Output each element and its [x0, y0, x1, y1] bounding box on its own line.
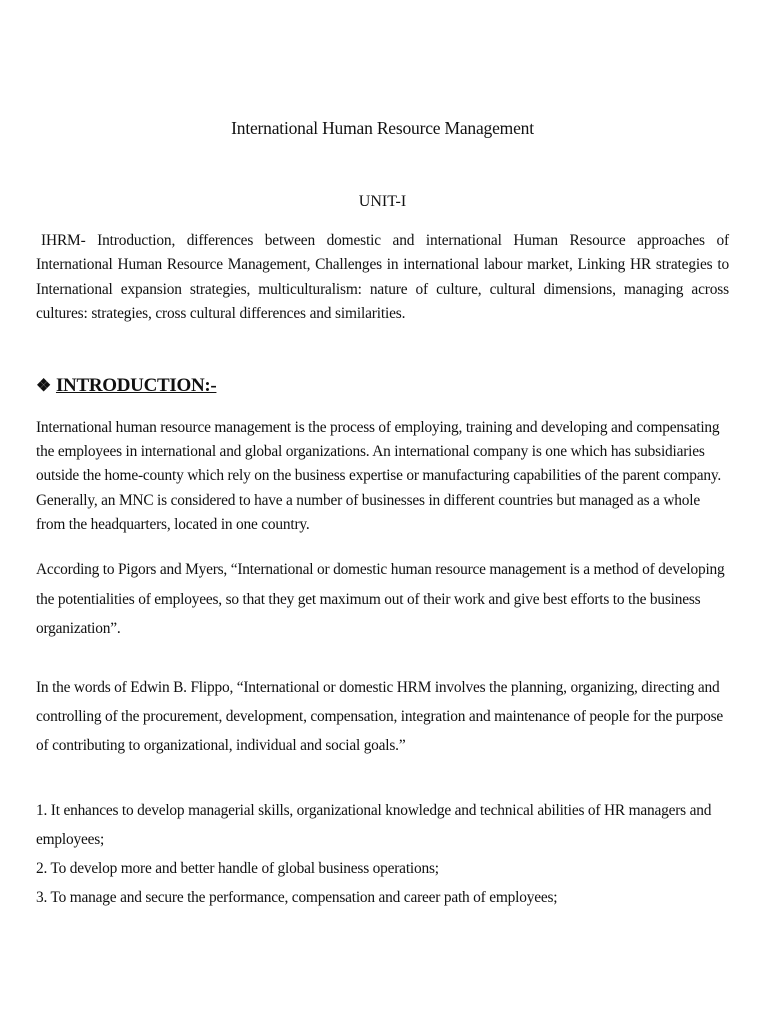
document-title: International Human Resource Management — [231, 118, 534, 138]
list-item: 2. To develop more and better handle of global business operations; — [36, 860, 439, 877]
unit-label: UNIT-I — [358, 193, 407, 210]
diamond-bullet-icon: ❖ — [36, 376, 51, 395]
section-heading — [36, 375, 216, 397]
document-page — [36, 0, 729, 1024]
list-item: 1. It enhances to develop managerial skills, organizational knowledge and technical abilities of HR managers and employees; — [36, 802, 712, 848]
pigors-myers-quote: According to Pigors and Myers, “International or domestic human resource management is a method of developing the potentialities of employees, so that they get maximum out of their work and give best efforts to the business organization”. — [36, 561, 725, 637]
syllabus-paragraph: IHRM- Introduction, differences between domestic and international Human Resource approaches of International Human Resource Management, Challenges in international labour market, Linking HR strategies to International expansion strategies, multiculturalism: nature of culture, cultural dimensions, managing across cultures: strategies, cross cultural differences and similarities. — [36, 232, 729, 322]
list-item: 3. To manage and secure the performance, compensation and career path of employees; — [36, 889, 558, 906]
section-heading-label: INTRODUCTION:- — [55, 375, 217, 396]
flippo-quote: In the words of Edwin B. Flippo, “International or domestic HRM involves the planning, organizing, directing and controlling of the procurement, development, compensation, integration and maintenance of people for the purpose of contributing to organizational, individual and social goals.” — [36, 679, 724, 754]
intro-paragraph: International human resource management is the process of employing, training and developing and compensating the employees in international and global organizations. An international company is one which has subsidiaries outside the home-county which rely on the business expertise or manufacturing capabilities of the parent company. Generally, an MNC is considered to have a number of businesses in different countries but managed as a whole from the headquarters, located in one country. — [36, 419, 722, 533]
objectives-list — [36, 796, 729, 912]
